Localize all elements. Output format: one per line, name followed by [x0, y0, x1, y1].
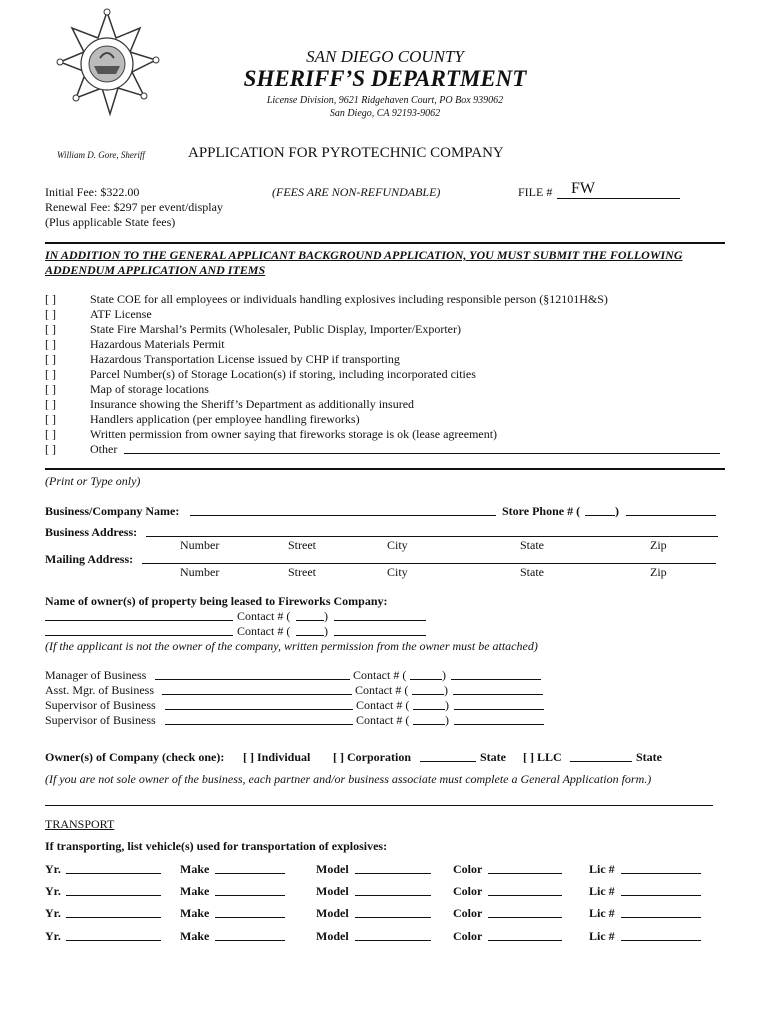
checklist-label: Other: [90, 442, 118, 456]
col-street: Street: [288, 565, 316, 579]
checklist-label: Parcel Number(s) of Storage Location(s) if storing, including incorporated cities: [90, 367, 476, 381]
color-label: Color: [453, 884, 483, 898]
contact-number-input[interactable]: [454, 712, 544, 725]
make-input[interactable]: [215, 928, 285, 941]
paren-close: ): [445, 698, 449, 712]
model-label: Model: [316, 929, 349, 943]
checkbox[interactable]: [ ]: [45, 382, 56, 396]
initial-fee: Initial Fee: $322.00: [45, 185, 140, 199]
addendum-heading-line-2: ADDENDUM APPLICATION AND ITEMS: [45, 263, 266, 277]
checklist-item[interactable]: [45, 292, 608, 307]
contact-number-input[interactable]: [454, 697, 544, 710]
model-input[interactable]: [355, 905, 431, 918]
color-input[interactable]: [488, 861, 562, 874]
manager-label: Manager of Business: [45, 668, 147, 682]
yr-input[interactable]: [66, 905, 161, 918]
contact-label: Contact # (: [353, 668, 407, 682]
sheriff-badge-seal: [52, 8, 162, 118]
property-owner-name-input[interactable]: [45, 623, 233, 636]
lic-label: Lic #: [589, 884, 615, 898]
checkbox[interactable]: [ ]: [45, 412, 56, 426]
corporation-checkbox[interactable]: [ ] Corporation: [333, 750, 411, 764]
lic-input[interactable]: [621, 905, 701, 918]
sheriff-name: William D. Gore, Sheriff: [57, 150, 145, 160]
color-input[interactable]: [488, 883, 562, 896]
property-owner-name-input[interactable]: [45, 608, 233, 621]
col-zip: Zip: [650, 565, 667, 579]
checkbox[interactable]: [ ]: [45, 322, 56, 336]
property-owners-heading: Name of owner(s) of property being leased to Fireworks Company:: [45, 594, 388, 608]
supervisor-label: Supervisor of Business: [45, 698, 156, 712]
make-input[interactable]: [215, 905, 285, 918]
business-name-input[interactable]: [190, 503, 496, 516]
yr-label: Yr.: [45, 862, 61, 876]
col-city: City: [387, 565, 408, 579]
checkbox[interactable]: [ ]: [45, 292, 56, 306]
checklist-item[interactable]: [45, 382, 209, 397]
checklist-item[interactable]: [45, 322, 461, 337]
address-line-1: License Division, 9621 Ridgehaven Court, PO Box 939062: [266, 95, 504, 106]
supervisor-label: Supervisor of Business: [45, 713, 156, 727]
lic-label: Lic #: [589, 929, 615, 943]
make-label: Make: [180, 906, 210, 920]
contact-area-input[interactable]: [412, 682, 444, 695]
model-input[interactable]: [355, 861, 431, 874]
col-zip: Zip: [650, 538, 667, 552]
checklist-item[interactable]: [45, 397, 414, 412]
contact-area-input[interactable]: [296, 623, 324, 636]
divider-top: [45, 242, 725, 244]
paren-close: ): [324, 624, 328, 638]
mailing-address-input[interactable]: [142, 551, 716, 564]
lic-input[interactable]: [621, 861, 701, 874]
color-input[interactable]: [488, 928, 562, 941]
asst-manager-label: Asst. Mgr. of Business: [45, 683, 155, 697]
checklist-label: State COE for all employees or individuals handling explosives including responsible person (§12101H&S): [90, 292, 608, 306]
individual-checkbox[interactable]: [ ] Individual: [243, 750, 311, 764]
mailing-address-label: Mailing Address:: [45, 552, 134, 566]
yr-label: Yr.: [45, 929, 61, 943]
checklist-label: Hazardous Materials Permit: [90, 337, 225, 351]
divider-middle: [45, 468, 725, 470]
contact-number-input[interactable]: [453, 682, 543, 695]
file-number-field[interactable]: [557, 180, 680, 199]
contact-label: Contact # (: [355, 683, 409, 697]
checklist-label: ATF License: [90, 307, 152, 321]
department-name: SHERIFF’S DEPARTMENT: [243, 66, 527, 91]
col-number: Number: [180, 538, 220, 552]
make-input[interactable]: [215, 861, 285, 874]
other-field[interactable]: [124, 441, 720, 454]
contact-number-input[interactable]: [334, 608, 426, 621]
paren-close: ): [444, 683, 448, 697]
paren-close: ): [615, 504, 619, 518]
state-fees-note: (Plus applicable State fees): [45, 215, 176, 229]
checkbox[interactable]: [ ]: [45, 352, 56, 366]
checklist-item[interactable]: [45, 352, 400, 367]
form-title: APPLICATION FOR PYROTECHNIC COMPANY: [188, 145, 504, 161]
checklist-label: Written permission from owner saying that fireworks storage is ok (lease agreement): [90, 427, 498, 441]
yr-label: Yr.: [45, 884, 61, 898]
checklist-item[interactable]: [45, 412, 360, 427]
checklist-label: Hazardous Transportation License issued by CHP if transporting: [90, 352, 400, 366]
contact-number-input[interactable]: [451, 667, 541, 680]
checklist-label: State Fire Marshal’s Permits (Wholesaler, Public Display, Importer/Exporter): [90, 322, 461, 336]
paren-close: ): [445, 713, 449, 727]
manager-name-input[interactable]: [155, 667, 350, 680]
lic-input[interactable]: [621, 928, 701, 941]
contact-label: Contact # (: [356, 713, 410, 727]
make-input[interactable]: [215, 883, 285, 896]
checklist-item-other[interactable]: [45, 442, 117, 457]
business-address-label: Business Address:: [45, 525, 138, 539]
col-state: State: [520, 538, 544, 552]
contact-label: Contact # (: [237, 609, 291, 623]
col-city: City: [387, 538, 408, 552]
store-phone-input[interactable]: [626, 503, 716, 516]
checkbox[interactable]: [ ]: [45, 442, 56, 456]
checklist-label: Insurance showing the Sheriff’s Department as additionally insured: [90, 397, 415, 411]
llc-state-label: State: [636, 750, 662, 764]
renewal-fee: Renewal Fee: $297 per event/display: [45, 200, 223, 214]
print-note: (Print or Type only): [45, 474, 141, 488]
contact-label: Contact # (: [356, 698, 410, 712]
addendum-heading-line-1: IN ADDITION TO THE GENERAL APPLICANT BACKGROUND APPLICATION, YOU MUST SUBMIT THE FOLLOWING: [45, 248, 683, 262]
paren-close: ): [324, 609, 328, 623]
corporation-state-label: State: [480, 750, 506, 764]
checklist-item[interactable]: [45, 307, 152, 322]
make-label: Make: [180, 884, 210, 898]
contact-area-input[interactable]: [296, 608, 324, 621]
checkbox[interactable]: [ ]: [45, 367, 56, 381]
business-name-label: Business/Company Name:: [45, 504, 180, 518]
transport-instruction: If transporting, list vehicle(s) used for transportation of explosives:: [45, 839, 388, 853]
ownership-label: Owner(s) of Company (check one):: [45, 750, 225, 764]
model-label: Model: [316, 862, 349, 876]
checkbox[interactable]: [ ]: [45, 337, 56, 351]
contact-number-input[interactable]: [334, 623, 426, 636]
model-label: Model: [316, 906, 349, 920]
business-address-input[interactable]: [146, 524, 718, 537]
make-label: Make: [180, 862, 210, 876]
yr-input[interactable]: [66, 928, 161, 941]
checkbox[interactable]: [ ]: [45, 427, 56, 441]
color-input[interactable]: [488, 905, 562, 918]
checkbox[interactable]: [ ]: [45, 307, 56, 321]
transport-heading: TRANSPORT: [45, 817, 115, 831]
corporation-state-input[interactable]: [420, 749, 476, 762]
contact-area-input[interactable]: [413, 697, 445, 710]
store-phone-label: Store Phone # (: [502, 504, 581, 518]
contact-area-input[interactable]: [413, 712, 445, 725]
model-input[interactable]: [355, 928, 431, 941]
checklist-label: Handlers application (per employee handling fireworks): [90, 412, 360, 426]
col-number: Number: [180, 565, 220, 579]
yr-label: Yr.: [45, 906, 61, 920]
checklist-item[interactable]: [45, 337, 225, 352]
checklist-item[interactable]: [45, 427, 497, 442]
non-refundable-note: (FEES ARE NON-REFUNDABLE): [272, 185, 441, 199]
supervisor-name-input[interactable]: [165, 712, 353, 725]
lic-input[interactable]: [621, 883, 701, 896]
file-number-value: FW: [571, 180, 595, 197]
file-number-label: FILE #: [518, 185, 553, 199]
owner-permission-note: (If the applicant is not the owner of the company, written permission from the owner must be attached): [45, 639, 538, 653]
col-state: State: [520, 565, 544, 579]
address-line-2: San Diego, CA 92193-9062: [329, 108, 441, 119]
llc-state-input[interactable]: [570, 749, 632, 762]
make-label: Make: [180, 929, 210, 943]
yr-input[interactable]: [66, 861, 161, 874]
sole-owner-note: (If you are not sole owner of the business, each partner and/or business associate must complete a General Application form.): [45, 772, 652, 786]
county-name: SAN DIEGO COUNTY: [306, 47, 464, 66]
color-label: Color: [453, 929, 483, 943]
lic-label: Lic #: [589, 906, 615, 920]
contact-label: Contact # (: [237, 624, 291, 638]
color-label: Color: [453, 862, 483, 876]
checklist-label: Map of storage locations: [90, 382, 209, 396]
llc-checkbox[interactable]: [ ] LLC: [523, 750, 562, 764]
model-input[interactable]: [355, 883, 431, 896]
paren-close: ): [442, 668, 446, 682]
asst-manager-name-input[interactable]: [162, 682, 352, 695]
signature-line[interactable]: [45, 795, 713, 806]
lic-label: Lic #: [589, 862, 615, 876]
yr-input[interactable]: [66, 883, 161, 896]
model-label: Model: [316, 884, 349, 898]
contact-area-input[interactable]: [410, 667, 442, 680]
store-phone-area-input[interactable]: [585, 503, 615, 516]
checklist-item[interactable]: [45, 367, 476, 382]
supervisor-name-input[interactable]: [165, 697, 353, 710]
color-label: Color: [453, 906, 483, 920]
col-street: Street: [288, 538, 316, 552]
checkbox[interactable]: [ ]: [45, 397, 56, 411]
